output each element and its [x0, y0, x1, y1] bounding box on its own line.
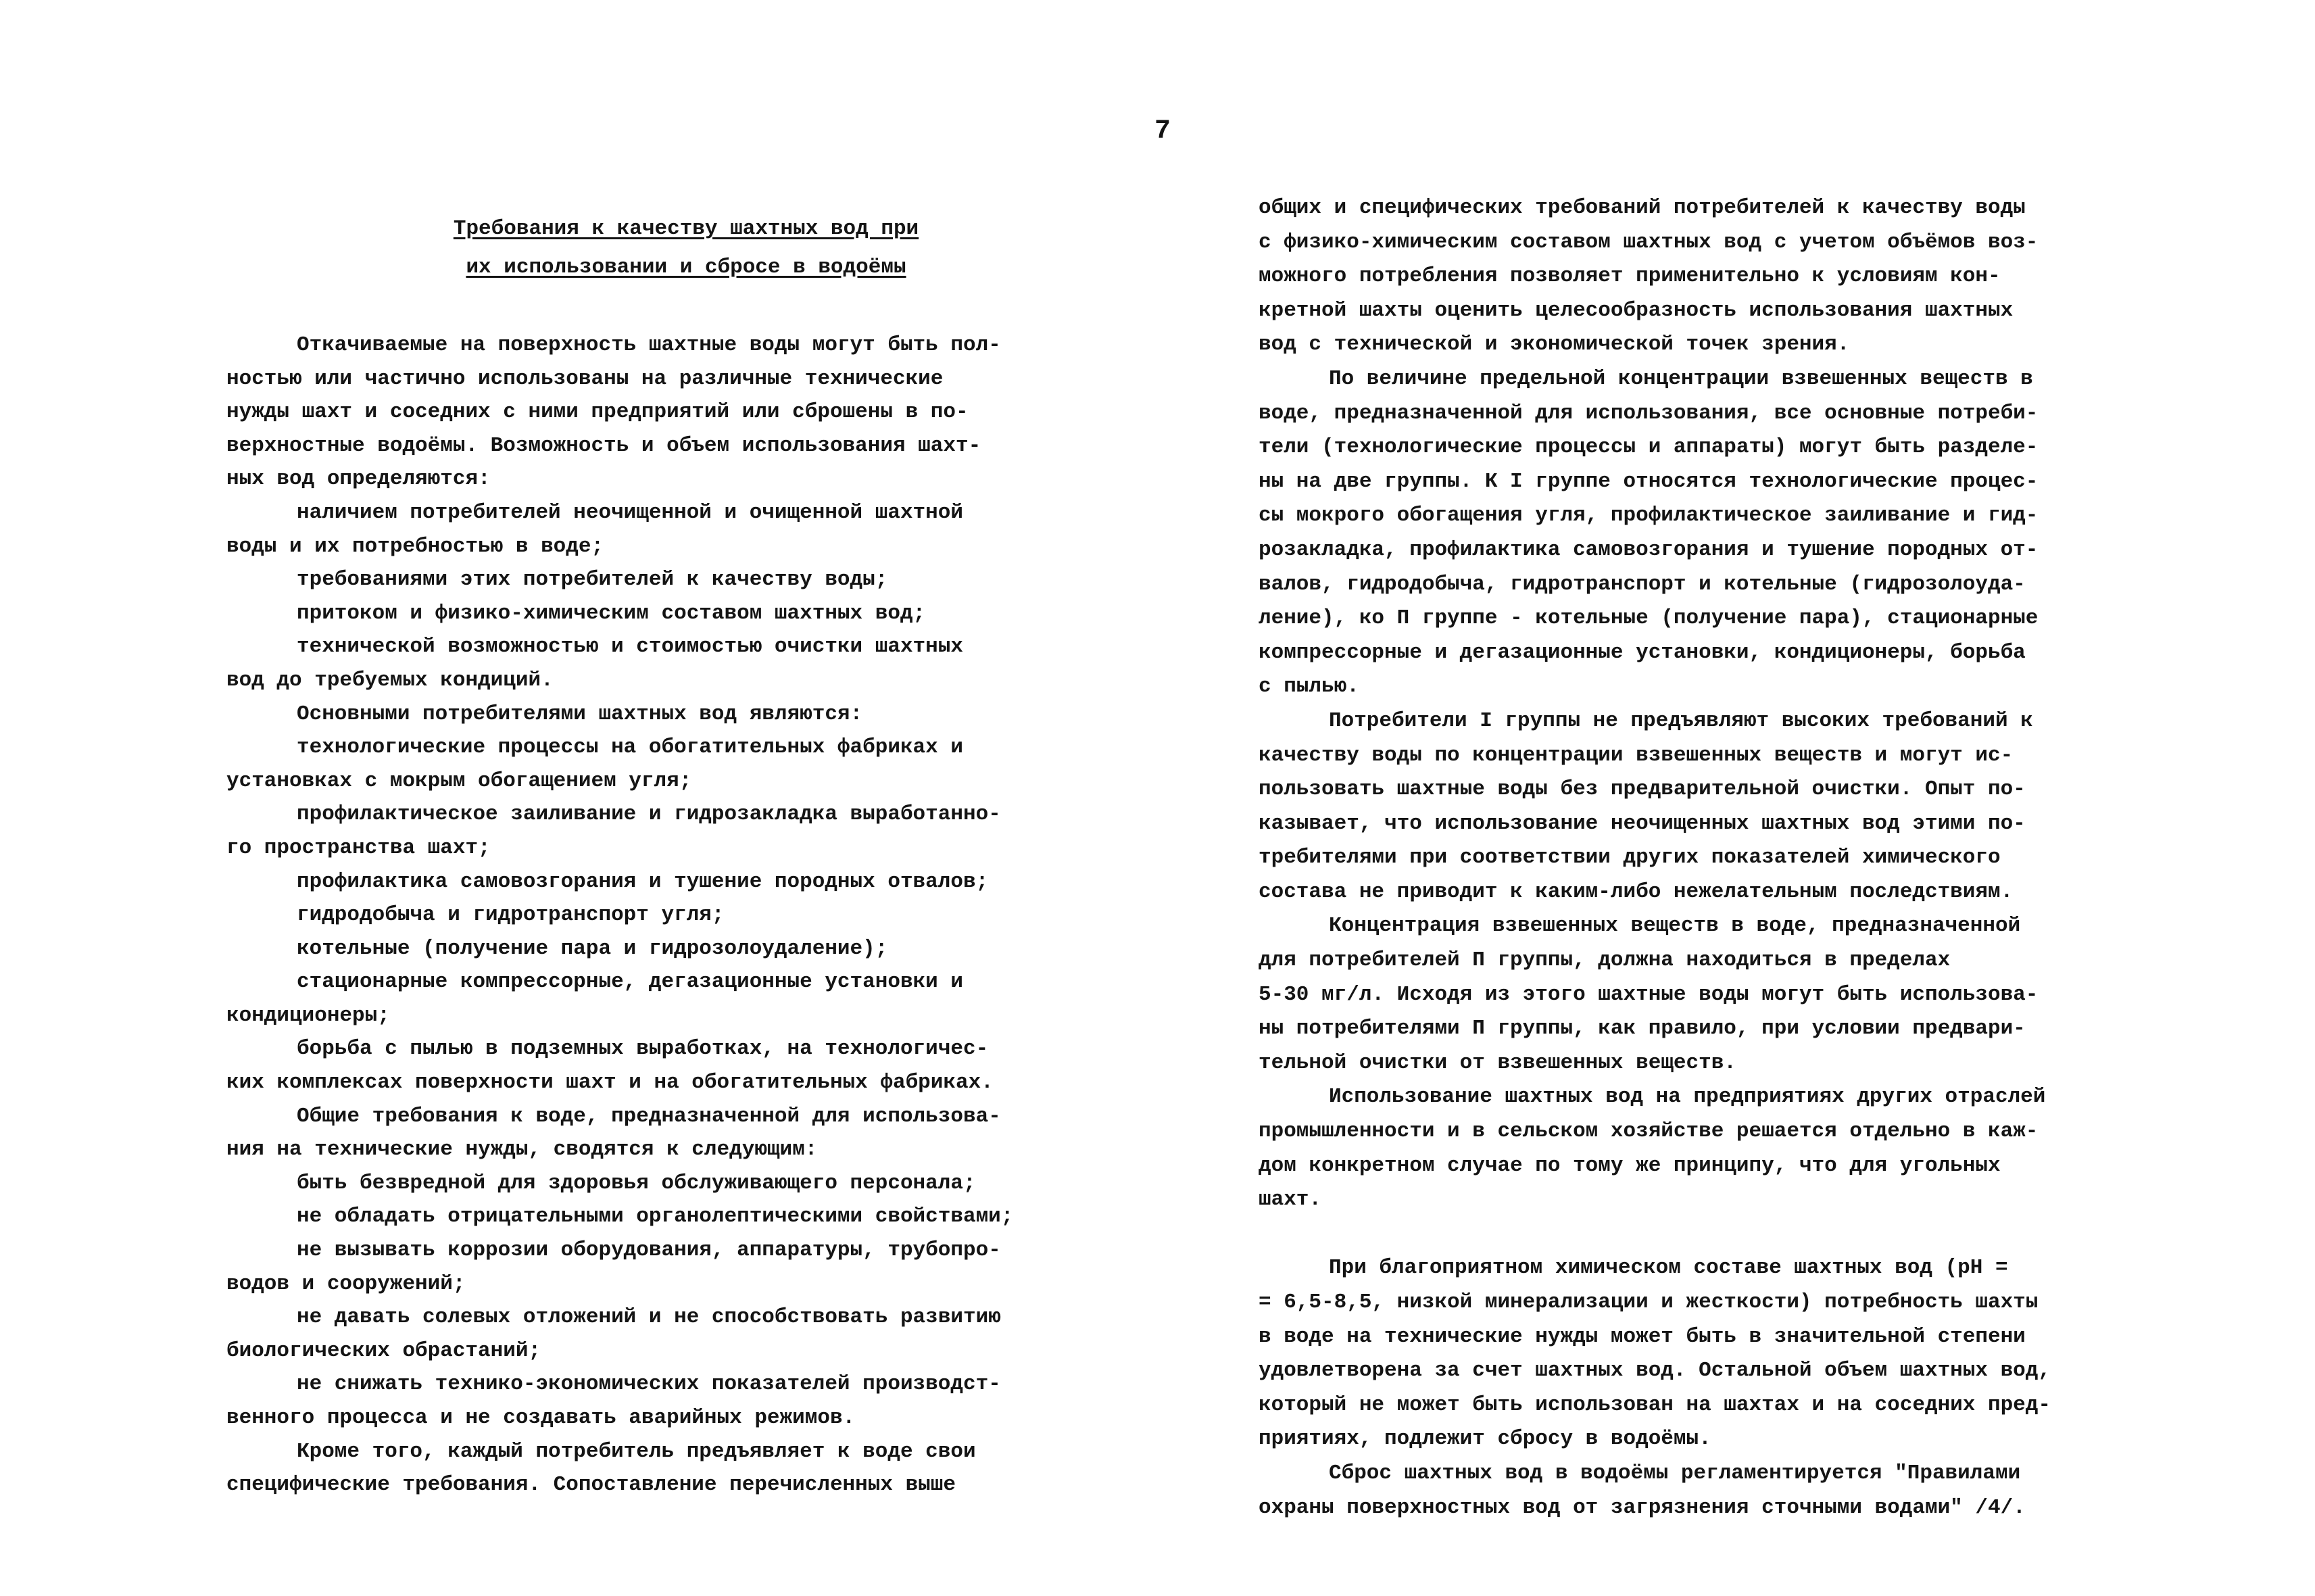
text-line: При благоприятном химическом составе шахтных вод (рН = [1329, 1256, 2008, 1280]
text-line: требованиями этих потребителей к качеству воды; [297, 568, 888, 592]
text-line: профилактическое заиливание и гидрозакладка выработанно- [297, 802, 1001, 827]
text-line [1259, 1217, 2144, 1252]
heading-line-2: их использовании и сбросе в водоёмы [466, 256, 906, 279]
text-line: казывает, что использование неочищенных шахтных вод этими по- [1259, 811, 2026, 836]
text-line: ление), ко П группе - котельные (получение пара), стационарные [1259, 606, 2039, 631]
text-line: можного потребления позволяет применительно к условиям кон- [1259, 264, 2001, 289]
text-line: Использование шахтных вод на предприятиях других отраслей [1329, 1085, 2046, 1109]
text-line: ны потребителями П группы, как правило, при условии предвари- [1259, 1017, 2026, 1041]
text-line: нужды шахт и соседних с ними предприятий или сброшены в по- [226, 400, 969, 425]
text-line: ны на две группы. К I группе относятся технологические процес- [1259, 469, 2039, 493]
text-line: специфические требования. Сопоставление перечисленных выше [226, 1473, 956, 1497]
text-line: наличием потребителей неочищенной и очищенной шахтной [297, 500, 963, 525]
text-line: 5-30 мг/л. Исходя из этого шахтные воды могут быть использова- [1259, 982, 2039, 1007]
text-line: качеству воды по концентрации взвешенных веществ и могут ис- [1259, 743, 2014, 767]
text-line: пользовать шахтные воды без предварительной очистки. Опыт по- [1259, 777, 2026, 802]
text-line: = 6,5-8,5, низкой минерализации и жесткости) потребность шахты [1259, 1290, 2039, 1314]
text-line: Кроме того, каждый потребитель предъявляет к воде свои [297, 1439, 976, 1464]
text-line: биологических обрастаний; [226, 1338, 541, 1363]
text-line: с физико-химическим составом шахтных вод с учетом объёмов воз- [1259, 230, 2039, 254]
text-line: гидродобыча и гидротранспорт угля; [297, 903, 725, 927]
text-line: промышленности и в сельском хозяйстве решается отдельно в каж- [1259, 1119, 2039, 1144]
text-line: который не может быть использован на шахтах и на соседних пред- [1259, 1393, 2051, 1417]
text-line: кондиционеры; [226, 1003, 390, 1027]
text-line: вод с технической и экономической точек зрения. [1259, 333, 1850, 357]
right-body-text [1259, 191, 2144, 1525]
right-column [1259, 191, 2144, 1525]
text-line: ностью или частично использованы на различные технические [226, 366, 944, 391]
text-line: Общие требования к воде, предназначенной для использова- [297, 1104, 1001, 1128]
text-line: стационарные компрессорные, дегазационные установки и [297, 970, 963, 994]
text-line: го пространства шахт; [226, 836, 491, 860]
text-line: валов, гидродобыча, гидротранспорт и котельные (гидрозолоуда- [1259, 572, 2026, 596]
text-line: быть безвредной для здоровья обслуживающего персонала; [297, 1171, 976, 1195]
text-line: воды и их потребностью в воде; [226, 534, 604, 558]
text-line: удовлетворена за счет шахтных вод. Остальной объем шахтных вод, [1259, 1359, 2051, 1383]
text-line: не обладать отрицательными органолептическими свойствами; [297, 1205, 1014, 1229]
heading-line-1: Требования к качеству шахтных вод при [453, 217, 919, 241]
text-line: борьба с пылью в подземных выработках, на технологичес- [297, 1037, 989, 1061]
text-line: ных вод определяются: [226, 467, 491, 491]
text-line: Потребители I группы не предъявляют высоких требований к [1329, 708, 2033, 733]
text-line: компрессорные и дегазационные установки, кондиционеры, борьба [1259, 640, 2026, 664]
text-line: дом конкретном случае по тому же принципу, что для угольных [1259, 1153, 2001, 1178]
text-line: требителями при соответствии других показателей химического [1259, 846, 2001, 870]
text-line: технологические процессы на обогатительных фабриках и [297, 735, 963, 760]
text-line: установках с мокрым обогащением угля; [226, 769, 692, 793]
left-body-text [226, 329, 1146, 1502]
text-line: охраны поверхностных вод от загрязнения сточными водами" /4/. [1259, 1495, 2026, 1520]
text-line: притоком и физико-химическим составом шахтных вод; [297, 601, 926, 625]
text-line: котельные (получение пара и гидрозолоудаление); [297, 936, 888, 961]
text-line: венного процесса и не создавать аварийных режимов. [226, 1406, 856, 1430]
text-line: вод до требуемых кондиций. [226, 668, 554, 692]
text-line: профилактика самовозгорания и тушение породных отвалов; [297, 869, 989, 894]
text-line: По величине предельной концентрации взвешенных веществ в [1329, 366, 2033, 391]
text-line: розакладка, профилактика самовозгорания и тушение породных от- [1259, 537, 2039, 562]
text-line: Сброс шахтных вод в водоёмы регламентируется "Правилами [1329, 1461, 2021, 1485]
text-line: не вызывать коррозии оборудования, аппаратуры, трубопро- [297, 1238, 1001, 1263]
page-number: 7 [1154, 116, 1171, 147]
text-line: ких комплексах поверхности шахт и на обогатительных фабриках. [226, 1071, 994, 1095]
left-column [226, 210, 1146, 1502]
text-line: с пылью. [1259, 675, 1359, 699]
text-line: тели (технологические процессы и аппараты) могут быть разделе- [1259, 435, 2039, 460]
text-line: воде, предназначенной для использования, все основные потреби- [1259, 401, 2039, 425]
text-line: шахт. [1259, 1188, 1322, 1212]
text-line: технической возможностью и стоимостью очистки шахтных [297, 635, 963, 659]
text-line: Концентрация взвешенных веществ в воде, предназначенной [1329, 914, 2021, 938]
text-line: сы мокрого обогащения угля, профилактическое заиливание и гид- [1259, 504, 2039, 528]
text-line: Откачиваемые на поверхность шахтные воды могут быть пол- [297, 333, 1001, 357]
text-line: приятиях, подлежит сбросу в водоёмы. [1259, 1427, 1711, 1451]
text-line: в воде на технические нужды может быть в значительной степени [1259, 1324, 2026, 1349]
text-line: верхностные водоёмы. Возможность и объем использования шахт- [226, 433, 981, 458]
text-line: кретной шахты оценить целесообразность использования шахтных [1259, 298, 2014, 322]
text-line: Основными потребителями шахтных вод являются: [297, 702, 863, 726]
section-heading [226, 210, 1146, 287]
text-line: водов и сооружений; [226, 1272, 466, 1296]
text-line: для потребителей П группы, должна находиться в пределах [1259, 948, 1951, 973]
text-line: состава не приводит к каким-либо нежелательным последствиям. [1259, 879, 2014, 904]
text-line: не давать солевых отложений и не способствовать развитию [297, 1305, 1001, 1330]
text-line: общих и специфических требований потребителей к качеству воды [1259, 196, 2026, 220]
text-line: ния на технические нужды, сводятся к следующим: [226, 1138, 818, 1162]
text-line: не снижать технико-экономических показателей производст- [297, 1372, 1001, 1397]
text-line: тельной очистки от взвешенных веществ. [1259, 1050, 1736, 1075]
